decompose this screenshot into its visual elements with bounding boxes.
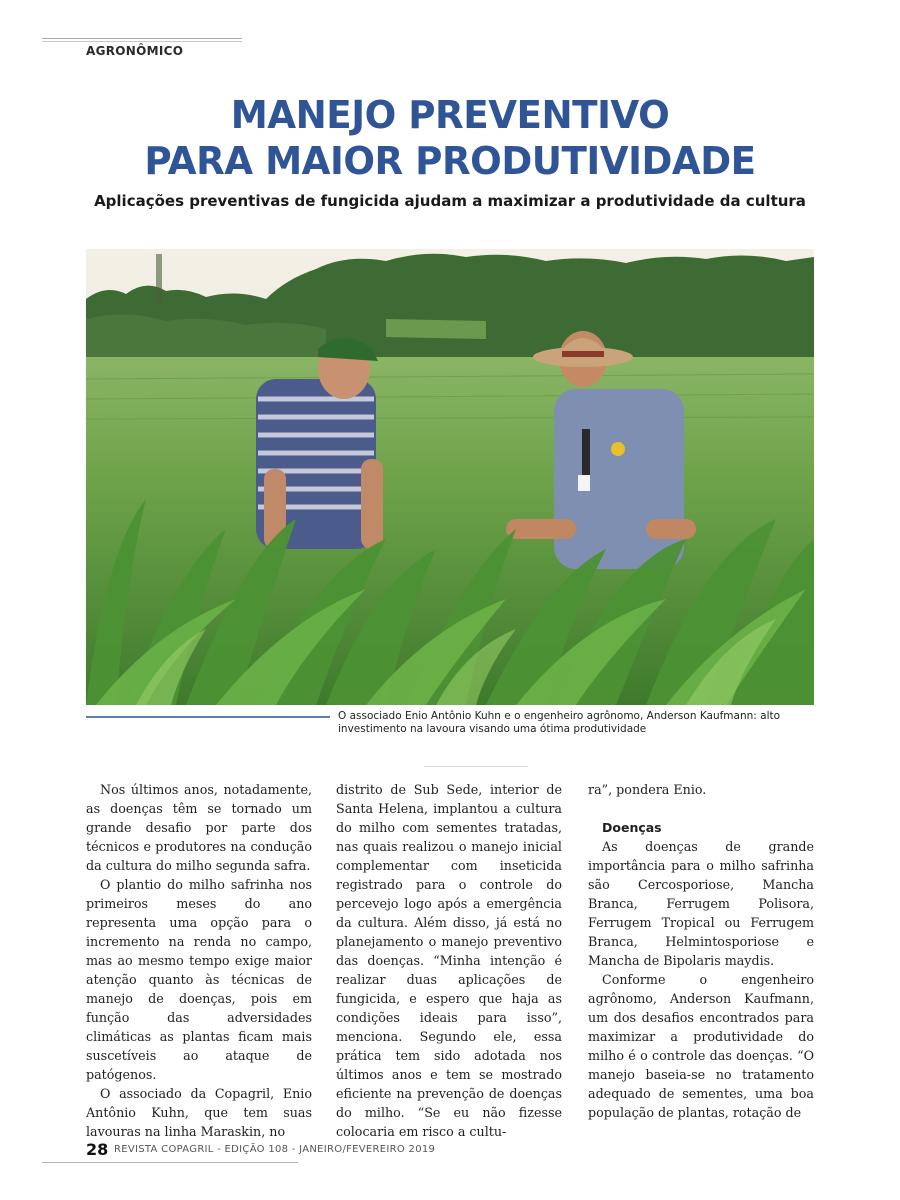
page-number: 28 <box>86 1140 109 1159</box>
article-subtitle: Aplicações preventivas de fungicida ajudam a maximizar a produtividade da cultura <box>94 192 806 210</box>
article-title-line2: PARA MAIOR PRODUTIVIDADE <box>144 139 756 183</box>
paragraph: As doenças de grande importância para o milho safrinha são Cercosporiose, Mancha Branca, Ferrugem Polisora, Ferrugem Tropical ou Ferrugem Branca, Helmintosporiose e Mancha de Bipolaris maydis. <box>588 839 814 968</box>
article-title-line1: MANEJO PREVENTIVO <box>230 93 670 137</box>
paragraph: distrito de Sub Sede, interior de Santa Helena, implantou a cultura do milho com sementes tratadas, nas quais realizou o manejo inicial complementar com inseticida registrado para o controle do percevejo logo após a emergência da cultura. Além disso, já está no planejamento o manejo preventivo das doenças. “Minha intenção é realizar duas aplicações de fungicida, e espero que haja as condições ideais para isso”, menciona. Segundo ele, essa prática tem sido adotada nos últimos anos e tem se mostrado eficiente na prevenção de doenças do milho. “Se eu não fizesse colocaria em risco a cultu- <box>336 782 562 1139</box>
caption-rule <box>86 716 330 718</box>
section-rule <box>42 38 242 39</box>
footer-rule <box>42 1162 298 1163</box>
paragraph: Nos últimos anos, notadamente, as doenças têm se tornado um grande desafio por parte dos técnicos e produtores na condução da cultura do milho segunda safra. <box>86 782 312 873</box>
article-photo <box>86 249 814 705</box>
paragraph: O plantio do milho safrinha nos primeiros meses do ano representa uma opção para o incremento na renda no campo, mas ao mesmo tempo exige maior atenção quanto às técnicas de manejo de doenças, pois em função das adversidades climáticas as plantas ficam mais suscetíveis ao ataque de patógenos. <box>86 877 312 1082</box>
paragraph: Conforme o engenheiro agrônomo, Anderson Kaufmann, um dos desafios encontrados para maximizar a produtividade do milho é o controle das doenças. “O manejo baseia-se no tratamento adequado de sementes, uma boa população de plantas, rotação de <box>588 972 814 1120</box>
article-title <box>9 92 891 184</box>
paragraph: O associado da Copagril, Enio Antônio Kuhn, que tem suas lavouras na linha Maraskin, no <box>86 1086 312 1139</box>
subhead-doencas: Doenças <box>602 820 662 835</box>
article-column-2 <box>336 780 562 1141</box>
paragraph: ra”, pondera Enio. <box>588 782 707 797</box>
section-rule-secondary <box>42 41 242 42</box>
photo-caption: O associado Enio Antônio Kuhn e o engenheiro agrônomo, Anderson Kaufmann: alto investimento na lavoura visando uma ótima produtividade <box>338 710 781 735</box>
article-column-1 <box>86 780 312 1141</box>
column-rule <box>424 766 528 767</box>
section-label: AGRONÔMICO <box>86 44 184 58</box>
footer-publication: REVISTA COPAGRIL - EDIÇÃO 108 - JANEIRO/FEVEREIRO 2019 <box>114 1144 436 1155</box>
article-column-3 <box>588 780 814 1122</box>
